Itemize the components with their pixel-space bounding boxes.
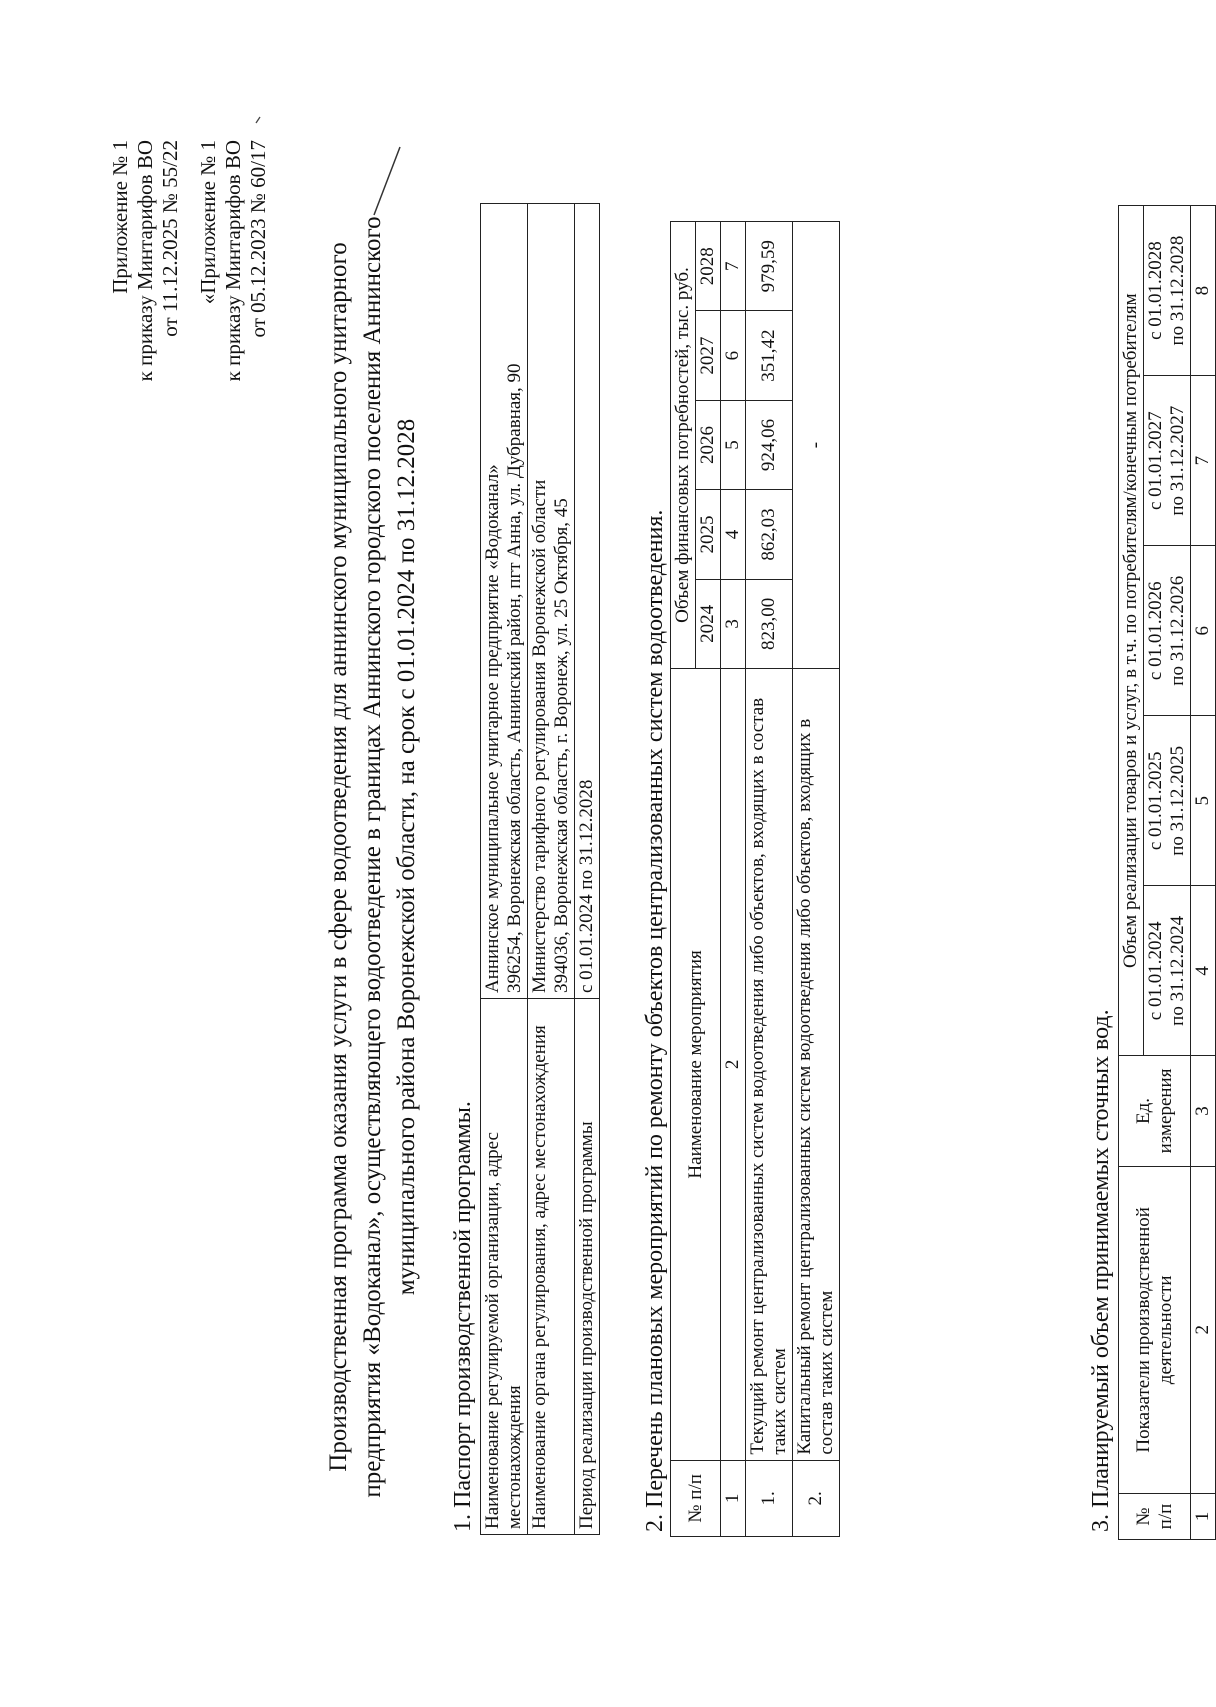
- table-row: [746, 222, 793, 1537]
- col-number: 2: [1191, 1166, 1216, 1494]
- appendix-line: к приказу Минтарифов ВО: [221, 140, 245, 382]
- section-3-title: 3. Планируемый объем принимаемых сточных вод.: [1088, 1009, 1114, 1532]
- row-value: 862,03: [746, 490, 793, 579]
- row-value: 351,42: [746, 311, 793, 400]
- section-2-title: 2. Перечень плановых мероприятий по ремонту объектов централизованных систем водоотведения.: [642, 509, 668, 1532]
- col-number: 7: [721, 222, 746, 311]
- passport-value: [528, 204, 575, 999]
- passport-label: Наименование органа регулирования, адрес местонахождения: [528, 999, 575, 1535]
- header-period: [1144, 546, 1191, 716]
- header-period: [1144, 716, 1191, 886]
- appendix-header-previous: [196, 140, 271, 381]
- header-year: 2025: [696, 490, 721, 579]
- col-number: 5: [721, 400, 746, 489]
- row-dash: -: [793, 222, 840, 669]
- row-name: Текущий ремонт централизованных систем водоотведения либо объектов, входящих в состав таких систем: [746, 669, 793, 1461]
- value-line: с 01.01.2024 по 31.12.2028: [576, 779, 597, 993]
- col-number: 2: [721, 669, 746, 1461]
- period-to: по 31.12.2024: [1167, 915, 1188, 1026]
- period-from: с 01.01.2028: [1145, 241, 1166, 340]
- col-number: 8: [1191, 206, 1216, 376]
- pen-stroke-mark: [370, 137, 410, 217]
- table-row: [793, 222, 840, 1537]
- period-to: по 31.12.2025: [1167, 745, 1188, 856]
- appendix-line: от 05.12.2023 № 60/17: [246, 140, 270, 338]
- table-header-row: [1119, 206, 1144, 1540]
- period-to: по 31.12.2026: [1167, 575, 1188, 686]
- header-period: [1144, 206, 1191, 376]
- table-row: [575, 204, 600, 1535]
- col-number: 1: [721, 1460, 746, 1536]
- header-name: Наименование мероприятия: [671, 669, 721, 1461]
- header-period: [1144, 376, 1191, 546]
- value-line: Министерство тарифного регулирования Воронежской области: [529, 479, 550, 993]
- header-unit: Ед. измерения: [1119, 1056, 1191, 1166]
- row-num: 1.: [746, 1460, 793, 1536]
- table-row: [528, 204, 575, 1535]
- value-line: Аннинское муниципальное унитарное предприятие «Водоканал»: [482, 464, 503, 993]
- row-value: 924,06: [746, 400, 793, 489]
- header-year: 2026: [696, 400, 721, 489]
- table-header-row: [671, 222, 696, 1537]
- scan-speck-mark: [250, 107, 270, 127]
- appendix-line: к приказу Минтарифов ВО: [133, 140, 157, 382]
- col-number: 3: [1191, 1056, 1216, 1166]
- col-number: 1: [1191, 1494, 1216, 1540]
- header-year: 2028: [696, 222, 721, 311]
- header-year: 2027: [696, 311, 721, 400]
- header-indicator: Показатели производственной деятельности: [1119, 1166, 1191, 1494]
- period-from: с 01.01.2027: [1145, 411, 1166, 510]
- title-line: Производственная программа оказания услуги в сфере водоотведения для аннинского муниципального унитарного: [325, 242, 352, 1472]
- wastewater-volume-table: [1118, 205, 1216, 1540]
- period-from: с 01.01.2025: [1145, 751, 1166, 851]
- appendix-line: Приложение № 1: [108, 140, 132, 294]
- col-number: 3: [721, 579, 746, 668]
- header-volume: Объем реализации товаров и услуг, в т.ч. по потребителям/конечным потребителям: [1119, 206, 1144, 1056]
- period-from: с 01.01.2026: [1145, 581, 1166, 681]
- table-row: [481, 204, 528, 1535]
- column-numbers-row: [1191, 206, 1216, 1540]
- passport-table: [480, 203, 600, 1535]
- appendix-line: «Приложение № 1: [196, 140, 220, 305]
- appendix-line: от 11.12.2025 № 55/22: [158, 140, 182, 337]
- col-number: 6: [721, 311, 746, 400]
- document-title: [322, 97, 424, 1617]
- row-num: 2.: [793, 1460, 840, 1536]
- header-year: 2024: [696, 579, 721, 668]
- passport-value: [481, 204, 528, 999]
- col-number: 6: [1191, 546, 1216, 716]
- title-line: муниципального района Воронежской области, на срок с 01.01.2024 по 31.12.2028: [393, 418, 420, 1296]
- col-number: 5: [1191, 716, 1216, 886]
- header-period: [1144, 886, 1191, 1056]
- value-line: 396254, Воронежская область, Аннинский район, пгт Анна, ул. Дубравная, 90: [504, 363, 525, 993]
- row-value: 979,59: [746, 222, 793, 311]
- header-num: № п/п: [671, 1460, 721, 1536]
- title-line: предприятия «Водоканал», осуществляющего водоотведение в границах Аннинского городского поселения Аннинского: [359, 216, 386, 1498]
- period-from: с 01.01.2024: [1145, 921, 1166, 1021]
- value-line: 394036, Воронежская область, г. Воронеж, ул. 25 Октября, 45: [551, 498, 572, 993]
- period-to: по 31.12.2028: [1167, 235, 1188, 346]
- row-name: Капитальный ремонт централизованных систем водоотведения либо объектов, входящих в состав таких систем: [793, 669, 840, 1461]
- section-1-title: 1. Паспорт производственной программы.: [450, 1101, 476, 1532]
- passport-label: Период реализации производственной программы: [575, 999, 600, 1535]
- period-to: по 31.12.2027: [1167, 405, 1188, 516]
- row-value: 823,00: [746, 579, 793, 668]
- header-num: № п/п: [1119, 1494, 1191, 1540]
- header-volume: Объем финансовых потребностей, тыс. руб.: [671, 222, 696, 669]
- passport-value: [575, 204, 600, 999]
- appendix-header-current: [108, 140, 183, 381]
- col-number: 4: [1191, 886, 1216, 1056]
- col-number: 7: [1191, 376, 1216, 546]
- column-numbers-row: [721, 222, 746, 1537]
- col-number: 4: [721, 490, 746, 579]
- repair-works-table: [670, 221, 840, 1537]
- passport-label: Наименование регулируемой организации, адрес местонахождения: [481, 999, 528, 1535]
